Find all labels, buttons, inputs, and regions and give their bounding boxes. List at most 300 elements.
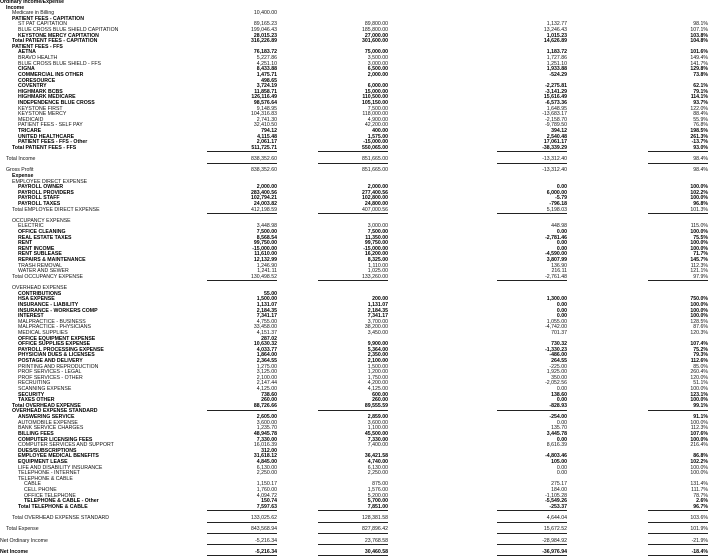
actual-column-cell: 32,410.50 (253, 122, 277, 129)
row-label: OFFICE TELEPHONE (24, 492, 76, 499)
percent-of-budget-column-cell: 100.0% (690, 228, 708, 235)
actual-column-cell: -5,216.34 (207, 550, 277, 556)
row-label: RENT SUBLEASE (18, 251, 62, 258)
over-budget-column-cell: 13,246.43 (543, 27, 567, 34)
actual-column-cell: 287.02 (261, 335, 277, 342)
budget-column-cell: 3,700.00 (367, 318, 388, 325)
percent-of-budget-column-cell: 75.2% (693, 346, 708, 353)
actual-column-cell: 8,433.88 (256, 66, 277, 73)
percent-of-budget-column-cell: 112.3% (690, 425, 708, 432)
percent-of-budget-column-cell: 91.1% (693, 414, 708, 421)
budget-column-cell: 400.00 (372, 128, 388, 135)
actual-column-cell: 1,275.00 (256, 363, 277, 370)
row-label: INSURANCE - WORKERS COMP (18, 307, 98, 314)
budget-column-cell: 851,665.00 (362, 167, 388, 174)
over-budget-column-cell: 0.00 (556, 436, 567, 443)
percent-of-budget-column-cell: 78.7% (693, 492, 708, 499)
row-label: UNITED HEALTHCARE (18, 133, 75, 140)
over-budget-column-cell: 0.00 (556, 228, 567, 235)
actual-column-cell: 4,094.72 (256, 492, 277, 499)
actual-column-cell: 99,750.00 (253, 240, 277, 247)
budget-column-cell: 24,800.00 (364, 200, 388, 207)
over-budget-column-cell: -2,275.81 (545, 83, 567, 90)
over-budget-column-cell: 730.32 (551, 341, 567, 348)
percent-of-budget-column-cell: 100.0% (690, 301, 708, 308)
over-budget-column-cell: 1,933.88 (546, 66, 567, 73)
row-label: OCCUPANCY EXPENSE (12, 217, 71, 224)
percent-of-budget-column-cell: 750.0% (690, 296, 708, 303)
row-label: PAYROLL STAFF (18, 195, 60, 202)
over-budget-column-cell: -4,742.00 (545, 324, 567, 331)
budget-column-cell: 4,900.00 (367, 116, 388, 123)
over-budget-column-cell: -36,976.94 (497, 550, 567, 556)
budget-column-cell: 827,896.42 (318, 527, 388, 534)
over-budget-column-cell: -9,789.50 (545, 122, 567, 129)
row-label: RENT INCOME (18, 245, 55, 252)
percent-of-budget-column-cell: 87.6% (693, 324, 708, 331)
percent-of-budget-column-cell: 107.6% (690, 430, 708, 437)
percent-of-budget-column-cell: 100.0% (690, 195, 708, 202)
actual-column-cell: 5,227.86 (256, 55, 277, 62)
row-label: Total PATIENT FEES - CAPITATION (12, 38, 98, 45)
row-label: PHYSICIAN DUES & LICENSES (18, 352, 95, 359)
budget-column-cell: 2,100.00 (367, 358, 388, 364)
percent-of-budget-column-cell: 98.1% (693, 21, 708, 28)
actual-column-cell: 199,046.43 (251, 27, 277, 34)
budget-column-cell: 118,000.00 (362, 111, 388, 118)
over-budget-column-cell: -5,549.26 (545, 498, 567, 505)
actual-column-cell: 4,125.00 (256, 386, 277, 393)
row-label: TAXES OTHER (18, 397, 55, 404)
row-label: AETNA (18, 49, 36, 56)
over-budget-column-cell: 0.00 (556, 470, 567, 477)
actual-column-cell: 738.60 (261, 391, 277, 398)
row-label: OVERHEAD EXPENSE (12, 285, 68, 292)
percent-of-budget-column-cell: 216.4% (690, 442, 708, 449)
budget-column-cell: 550,065.00 (318, 146, 388, 153)
budget-column-cell: 38,200.00 (364, 324, 388, 331)
actual-column-cell: 12,132.99 (253, 257, 277, 264)
over-budget-column-cell: -28,984.92 (497, 539, 567, 546)
budget-column-cell: 128,381.58 (318, 516, 388, 523)
actual-column-cell: 4,251.10 (256, 60, 277, 67)
actual-column-cell: 794.12 (261, 128, 277, 135)
report-row (0, 550, 720, 556)
budget-column-cell: 6,000.00 (367, 83, 388, 90)
budget-column-cell: 1,131.07 (367, 301, 388, 308)
over-budget-column-cell: -4,803.46 (545, 453, 567, 460)
row-label: INSURANCE - LIABILITY (18, 301, 79, 308)
budget-column-cell: 2,000.00 (367, 184, 388, 191)
over-budget-column-cell: -13,312.40 (497, 157, 567, 164)
actual-column-cell: 6,130.00 (256, 464, 277, 471)
percent-of-budget-column-cell: 98.4% (648, 157, 708, 164)
budget-column-cell: 23,768.58 (318, 539, 388, 546)
actual-column-cell: 9,148.95 (256, 105, 277, 112)
over-budget-column-cell: -1,330.23 (545, 346, 567, 353)
budget-column-cell: 1,576.00 (367, 487, 388, 494)
budget-column-cell: 7,330.00 (367, 436, 388, 443)
row-label: MEDICAID (18, 116, 44, 123)
percent-of-budget-column-cell: 260.4% (690, 369, 708, 376)
row-label: OFFICE EQUIPMENT EXPENSE (18, 335, 96, 342)
actual-column-cell: -5,216.34 (207, 539, 277, 546)
over-budget-column-cell: 105.00 (551, 458, 567, 465)
percent-of-budget-column-cell: 103.8% (690, 32, 708, 39)
actual-column-cell: 4,755.00 (256, 318, 277, 325)
over-budget-column-cell: 0.00 (556, 464, 567, 471)
actual-column-cell: 2,100.00 (256, 374, 277, 381)
percent-of-budget-column-cell: 145.7% (690, 257, 708, 264)
budget-column-cell: 260.00 (372, 397, 388, 404)
actual-column-cell: 2,250.00 (256, 470, 277, 477)
row-label: EMPLOYEE MEDICAL BENEFITS (18, 453, 99, 460)
budget-column-cell: 27,000.00 (364, 32, 388, 39)
actual-column-cell: 316,226.89 (251, 38, 277, 45)
row-label: INDEPENDENCE BLUE CROSS (18, 99, 95, 106)
actual-column-cell: 1,864.00 (256, 352, 277, 359)
row-label: AUTOMOBILE EXPENSE (18, 419, 78, 426)
row-label: TELEPHONE - INTERNET (18, 470, 80, 477)
over-budget-column-cell: 138.60 (551, 391, 567, 398)
budget-column-cell: 2,859.00 (367, 414, 388, 421)
actual-column-cell: 1,131.07 (256, 301, 277, 308)
over-budget-column-cell: 17,061.17 (543, 139, 567, 146)
percent-of-budget-column-cell: 99.1% (648, 404, 708, 411)
percent-of-budget-column-cell: 97.9% (648, 275, 708, 282)
actual-column-cell: 126,116.49 (251, 94, 277, 101)
actual-column-cell: 76,183.72 (253, 49, 277, 56)
actual-column-cell: 2,184.35 (256, 307, 277, 314)
percent-of-budget-column-cell: 115.0% (690, 223, 708, 230)
over-budget-column-cell: 275.17 (551, 481, 567, 488)
actual-column-cell: 11,610.00 (254, 251, 277, 258)
percent-of-budget-column-cell: 100.0% (690, 419, 708, 426)
percent-of-budget-column-cell: 122.0% (690, 105, 708, 112)
over-budget-column-cell: 0.00 (556, 313, 567, 320)
percent-of-budget-column-cell: 107.4% (690, 341, 708, 348)
over-budget-column-cell: -13,683.17 (542, 111, 567, 118)
row-label: ANSWERING SERVICE (18, 414, 75, 421)
budget-column-cell: 185,800.00 (362, 27, 388, 34)
row-label: COMMERCIAL INS OTHER (18, 71, 84, 78)
budget-column-cell: 1,100.00 (367, 425, 388, 432)
row-label: RENT (18, 240, 33, 247)
budget-column-cell: 89,800.00 (364, 21, 388, 28)
row-label: PAYROLL TAXES (18, 200, 61, 207)
row-label: Total OCCUPANCY EXPENSE (12, 273, 84, 280)
percent-of-budget-column-cell: 79.3% (693, 352, 708, 359)
budget-column-cell: 105,150.00 (362, 99, 388, 106)
row-label: RECRUITING (18, 380, 51, 387)
over-budget-column-cell: 0.00 (556, 419, 567, 426)
budget-column-cell: 99,750.00 (364, 240, 388, 247)
over-budget-column-cell: 0.00 (556, 386, 567, 393)
over-budget-column-cell: 1,015.23 (546, 32, 567, 39)
percent-of-budget-column-cell: 55.9% (693, 116, 708, 123)
row-label: PAYROLL PROVIDERS (18, 189, 74, 196)
percent-of-budget-column-cell: 120.3% (690, 329, 708, 336)
over-budget-column-cell: 15,672.52 (497, 527, 567, 534)
actual-column-cell: 3,724.19 (256, 83, 277, 90)
over-budget-column-cell: 2,540.48 (546, 133, 567, 140)
actual-column-cell: 102,794.21 (251, 195, 277, 202)
row-label: COVENTRY (18, 83, 47, 90)
actual-column-cell: 511,725.71 (207, 146, 277, 153)
percent-of-budget-column-cell: 2.6% (696, 498, 708, 505)
actual-column-cell: 104,316.83 (251, 111, 277, 118)
percent-of-budget-column-cell: -21.9% (648, 539, 708, 546)
percent-of-budget-column-cell: 71.7% (693, 251, 708, 258)
actual-column-cell: 10,630.32 (253, 341, 277, 348)
over-budget-column-cell: -254.00 (549, 414, 567, 421)
actual-column-cell: 1,500.00 (256, 296, 277, 303)
row-label: REPAIRS & MAINTENANCE (18, 257, 86, 264)
percent-of-budget-column-cell: 261.3% (690, 133, 708, 140)
percent-of-budget-column-cell: 120.0% (690, 374, 708, 381)
budget-column-cell: 200.00 (372, 296, 388, 303)
row-label: CORESOURCE (18, 77, 56, 84)
percent-of-budget-column-cell: 93.0% (648, 146, 708, 153)
budget-column-cell: 3,600.00 (367, 419, 388, 426)
row-label: Net Ordinary Income (0, 537, 48, 544)
over-budget-column-cell: -225.00 (549, 363, 567, 370)
row-label: BLUE CROSS BLUE SHIELD CAPITATION (18, 27, 119, 34)
budget-column-cell: 7,341.17 (367, 313, 388, 320)
percent-of-budget-column-cell: 100.0% (690, 313, 708, 320)
actual-column-cell: 3,448.98 (256, 223, 277, 230)
budget-column-cell: 4,125.00 (367, 386, 388, 393)
budget-column-cell: 851,665.00 (318, 157, 388, 164)
budget-column-cell: 15,000.00 (364, 88, 388, 95)
percent-of-budget-column-cell: 111.7% (691, 487, 708, 494)
percent-of-budget-column-cell: 93.7% (693, 99, 708, 106)
percent-of-budget-column-cell: 96.8% (693, 200, 708, 207)
actual-column-cell: 130,498.52 (207, 275, 277, 282)
over-budget-column-cell: -2,158.70 (545, 116, 567, 123)
actual-column-cell: 312.00 (261, 447, 277, 454)
over-budget-column-cell: -1,105.28 (545, 492, 567, 499)
percent-of-budget-column-cell: 76.8% (693, 122, 708, 129)
row-label: Total TELEPHONE & CABLE (18, 503, 88, 510)
budget-column-cell: 16,200.00 (364, 251, 388, 258)
budget-column-cell: 133,260.00 (318, 275, 388, 282)
budget-column-cell: 30,460.58 (318, 550, 388, 556)
percent-of-budget-column-cell: 100.0% (690, 386, 708, 393)
over-budget-column-cell: -796.18 (549, 200, 567, 207)
percent-of-budget-column-cell: 141.7% (690, 60, 708, 67)
actual-column-cell: 31,618.12 (253, 453, 277, 460)
percent-of-budget-column-cell: 112.3% (690, 262, 708, 269)
over-budget-column-cell: -13,312.40 (542, 167, 567, 174)
actual-column-cell: 7,500.00 (256, 228, 277, 235)
actual-column-cell: 150.74 (261, 498, 277, 505)
row-label: TRASH REMOVAL (18, 262, 63, 269)
percent-of-budget-column-cell: 101.3% (648, 208, 708, 215)
percent-of-budget-column-cell: 121.1% (690, 268, 708, 275)
actual-column-cell: 1,150.17 (256, 481, 277, 488)
over-budget-column-cell: -6,573.36 (545, 99, 567, 106)
row-label: POSTAGE AND DELIVERY (18, 358, 83, 364)
row-label: Total PATIENT FEES - FFS (12, 144, 77, 151)
budget-column-cell: 875.00 (372, 481, 388, 488)
percent-of-budget-column-cell: 100.0% (690, 184, 708, 191)
over-budget-column-cell: 1,132.77 (546, 21, 567, 28)
actual-column-cell: 1,246.90 (256, 262, 277, 269)
percent-of-budget-column-cell: 129.8% (690, 66, 708, 73)
row-label: HIGHMARK MEDICARE (18, 94, 76, 101)
budget-column-cell: 6,130.00 (367, 464, 388, 471)
percent-of-budget-column-cell: 86.8% (693, 453, 708, 460)
row-label: COMPUTER SERVICES AND SUPPORT (18, 442, 114, 449)
over-budget-column-cell: 1,055.00 (546, 318, 567, 325)
over-budget-column-cell: 0.00 (556, 184, 567, 191)
over-budget-column-cell: 3,445.78 (546, 430, 567, 437)
row-label: BANK SERVICE CHARGES (18, 425, 84, 432)
row-label: Income (6, 4, 25, 11)
actual-column-cell: 3,600.00 (256, 419, 277, 426)
percent-of-budget-column-cell: 128.5% (690, 318, 708, 325)
row-label: TELEPHONE & CABLE (18, 475, 73, 482)
over-budget-column-cell: 4,644.04 (497, 516, 567, 523)
row-label: TRICARE (18, 128, 42, 135)
over-budget-column-cell: 135.70 (551, 425, 567, 432)
actual-column-cell: 7,341.17 (256, 313, 277, 320)
row-label: DUES/SUBSCRIPTIONS (18, 447, 77, 454)
budget-column-cell: 75,000.00 (364, 49, 388, 56)
actual-column-cell: 2,147.44 (256, 380, 277, 387)
actual-column-cell: 2,605.00 (256, 414, 277, 421)
actual-column-cell: 8,568.54 (256, 234, 277, 241)
budget-column-cell: 42,200.00 (364, 122, 388, 129)
row-label: HSA EXPENSE (18, 296, 55, 303)
row-label: PAYROLL PROCESSING EXPENSE (18, 346, 104, 353)
over-budget-column-cell: 0.00 (556, 245, 567, 252)
row-label: PRINTING AND REPRODUCTION (18, 363, 99, 370)
row-label: Total EMPLOYEE DIRECT EXPENSE (12, 206, 100, 213)
actual-column-cell: 2,061.17 (256, 139, 277, 146)
budget-column-cell: 3,000.00 (367, 223, 388, 230)
budget-column-cell: 5,364.00 (367, 346, 388, 353)
percent-of-budget-column-cell: 100.0% (690, 307, 708, 314)
over-budget-column-cell: -2,761.48 (497, 275, 567, 282)
percent-of-budget-column-cell: 198.5% (690, 128, 708, 135)
row-label: INTEREST (18, 313, 44, 320)
percent-of-budget-column-cell: 100.0% (690, 436, 708, 443)
budget-column-cell: 5,200.00 (367, 492, 388, 499)
row-label: COMPUTER LICENSING FEES (18, 436, 93, 443)
budget-column-cell: 110,500.00 (362, 94, 388, 101)
over-budget-column-cell: -253.37 (497, 505, 567, 512)
row-label: BRAVO HEALTH (18, 55, 58, 62)
over-budget-column-cell: 1,300.00 (546, 296, 567, 303)
budget-column-cell: 2,350.00 (367, 352, 388, 359)
actual-column-cell: 133,025.62 (207, 516, 277, 523)
budget-column-cell: 9,900.00 (367, 341, 388, 348)
budget-column-cell: 7,500.00 (367, 228, 388, 235)
row-label: MALPRACTICE - BUSINESS (18, 318, 86, 325)
row-label: LIFE AND DISABILITY INSURANCE (18, 464, 103, 471)
percent-of-budget-column-cell: 101.9% (648, 527, 708, 534)
percent-of-budget-column-cell: 104.8% (690, 38, 708, 45)
budget-column-cell: 1,110.00 (368, 262, 388, 269)
budget-column-cell: 6,500.00 (367, 66, 388, 73)
row-label: Medicare in Billing (12, 10, 55, 17)
actual-column-cell: 33,458.00 (253, 324, 277, 331)
budget-column-cell: 1,200.00 (367, 369, 388, 376)
over-budget-column-cell: -486.00 (549, 352, 567, 359)
percent-of-budget-column-cell: 131.4% (690, 481, 708, 488)
budget-column-cell: -15,000.00 (363, 139, 388, 146)
over-budget-column-cell: 5,198.03 (497, 208, 567, 215)
budget-column-cell: 600.00 (372, 391, 388, 398)
budget-column-cell: 301,600.00 (362, 38, 388, 45)
over-budget-column-cell: 1,648.95 (546, 105, 567, 112)
percent-of-budget-column-cell: -13.7% (691, 139, 708, 146)
over-budget-column-cell: 14,626.89 (543, 38, 567, 45)
over-budget-column-cell: -524.29 (549, 71, 567, 78)
percent-of-budget-column-cell: 101.6% (690, 49, 708, 56)
row-label: PROF SERVICES - OTHER (18, 374, 83, 381)
actual-column-cell: 412,198.59 (207, 208, 277, 215)
row-label: SCANNING EXPENSE (18, 386, 72, 393)
over-budget-column-cell: -2,781.46 (545, 234, 567, 241)
percent-of-budget-column-cell: 103.6% (648, 516, 708, 523)
row-label: Expense (12, 172, 34, 179)
actual-column-cell: 843,568.94 (207, 527, 277, 534)
budget-column-cell: -15,000.00 (363, 245, 388, 252)
actual-column-cell: 260.00 (261, 397, 277, 404)
actual-column-cell: 88,726.66 (207, 404, 277, 411)
percent-of-budget-column-cell: 88.4% (693, 111, 708, 118)
percent-of-budget-column-cell: 100.0% (690, 245, 708, 252)
row-label: OFFICE CLEANING (18, 228, 66, 235)
row-label: PATIENT FEES - FFS - Other (18, 139, 88, 146)
over-budget-column-cell: 350.00 (551, 374, 567, 381)
budget-column-cell: 45,500.00 (364, 430, 388, 437)
over-budget-column-cell: -5.79 (555, 195, 567, 202)
row-label: CONTRIBUTIONS (18, 290, 62, 297)
budget-column-cell: 3,450.00 (367, 329, 388, 336)
row-label: Ordinary Income/Expense (0, 0, 65, 5)
budget-column-cell: 3,500.00 (367, 55, 388, 62)
percent-of-budget-column-cell: 100.0% (690, 464, 708, 471)
over-budget-column-cell: -828.93 (497, 404, 567, 411)
row-label: TELEPHONE & CABLE - Other (24, 498, 99, 505)
actual-column-cell: 4,151.37 (256, 329, 277, 336)
budget-column-cell: 1,025.00 (367, 268, 388, 275)
row-label: Total OVERHEAD EXPENSE STANDARD (12, 515, 110, 522)
over-budget-column-cell: 0.00 (556, 397, 567, 404)
actual-column-cell: 4,845.00 (256, 458, 277, 465)
budget-column-cell: 1,500.00 (367, 363, 388, 370)
actual-column-cell: 283,400.56 (251, 189, 277, 196)
row-label: PATIENT FEES - SELF PAY (18, 122, 83, 129)
budget-column-cell: 4,740.00 (367, 458, 388, 465)
actual-column-cell: 24,003.82 (253, 200, 277, 207)
over-budget-column-cell: -3,141.29 (545, 88, 567, 95)
actual-column-cell: 3,125.00 (256, 369, 277, 376)
over-budget-column-cell: 15,616.49 (543, 94, 567, 101)
actual-column-cell: 89,165.23 (253, 21, 277, 28)
percent-of-budget-column-cell: -18.4% (648, 550, 708, 556)
percent-of-budget-column-cell: 85.0% (693, 363, 708, 370)
budget-column-cell: 36,421.58 (364, 453, 388, 460)
row-label: PAYROLL OWNER (18, 184, 64, 191)
percent-of-budget-column-cell: 114.1% (690, 94, 708, 101)
row-label: OFFICE SUPPLIES EXPENSE (18, 341, 91, 348)
over-budget-column-cell: 701.37 (551, 329, 567, 336)
